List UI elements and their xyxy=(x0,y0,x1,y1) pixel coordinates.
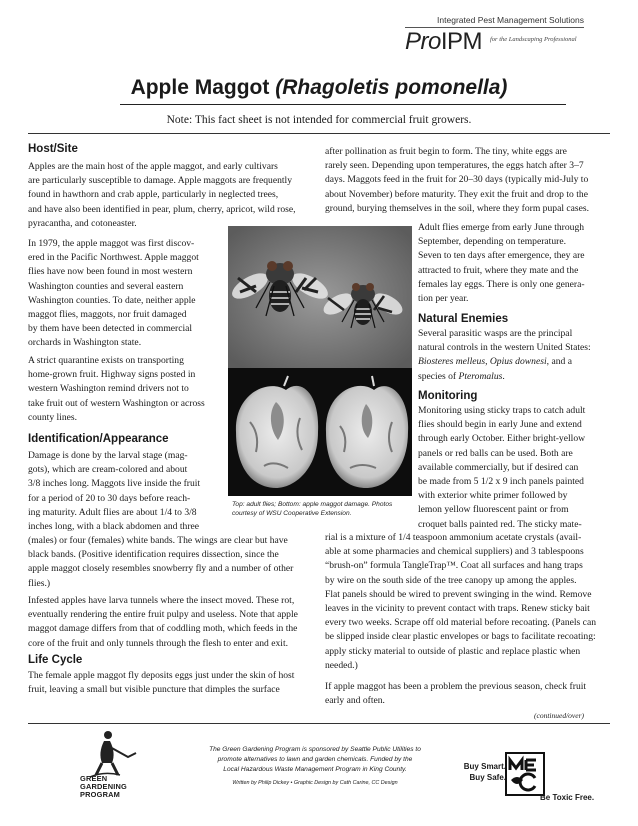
text-line: able at some pharmacies and chemical suppliers) and 3 tablespoons xyxy=(325,546,584,558)
text-line: Infested apples have larva tunnels where the insect moved. These rot, xyxy=(28,595,295,606)
identification-paragraph-1a xyxy=(28,449,233,534)
header-tagline: Integrated Pest Management Solutions xyxy=(437,15,584,25)
text-line: inches long, with a black abdomen and three xyxy=(28,521,200,533)
sponsor-text xyxy=(190,745,440,775)
text-line: through early October. Either bright-yellow xyxy=(418,433,586,445)
host-site-paragraph-3 xyxy=(28,354,233,425)
text-line: needed.) xyxy=(325,659,358,671)
text-line: In 1979, the apple maggot was first discov- xyxy=(28,238,195,249)
text-line: tion per year. xyxy=(418,293,469,305)
text-line: eventually rendering the entire fruit pulpy and useless. Note that apple xyxy=(28,609,298,621)
text-line: fruit, leaving a small but visible puncture that dimples the surface xyxy=(28,684,280,696)
text-line xyxy=(418,355,618,369)
brand-pro: Pro xyxy=(405,28,441,55)
host-site-paragraph-1 xyxy=(28,160,318,231)
text-sep: , and a xyxy=(546,356,572,368)
apple-maggot-photo xyxy=(228,226,412,496)
text-line: Monitoring using sticky traps to catch adult xyxy=(418,405,586,416)
text-line: be made from 5 1/2 x 9 inch panels painted xyxy=(418,476,584,488)
text-line: by them have been detected in commercial xyxy=(28,323,193,335)
logo-line: PROGRAM xyxy=(80,790,120,799)
heading-host-site: Host/Site xyxy=(28,143,78,155)
text-line: orchards in Washington state. xyxy=(28,337,142,349)
text-line: early and often. xyxy=(325,695,385,707)
text-line: black bands. (Positive identification requires dissection, since the xyxy=(28,549,279,561)
text-sep: . xyxy=(502,370,505,382)
text-sep: , xyxy=(485,356,490,368)
sponsor-line: Local Hazardous Waste Management Program in King County. xyxy=(223,766,407,773)
text-line: Flat panels should be wired to prevent swinging in the wind. Remove xyxy=(325,588,592,600)
text-line: for a period of 20 to 30 days before reach- xyxy=(28,492,191,504)
text-line: (males) or four (females) white bands. The wings are clear but have xyxy=(28,535,288,546)
monitoring-paragraph-1b xyxy=(325,531,617,673)
text-line: “brush-on” formula TangleTrap™. Coat all surfaces and hang traps xyxy=(325,560,583,572)
text-line: leaves in the vicinity to prevent contact with traps. Renew sticky bait xyxy=(325,603,590,615)
text-line: lemon yellow fluorescent paint or from xyxy=(418,504,569,516)
buy-smart-tagline xyxy=(458,761,506,783)
photo-caption xyxy=(232,500,412,518)
life-cycle-paragraph-2 xyxy=(418,221,613,306)
heading-natural-enemies: Natural Enemies xyxy=(418,313,509,325)
text-line: attracted to fruit, where they mate and the xyxy=(418,264,579,276)
text-line: flies have now been found in most western xyxy=(28,266,193,278)
text-line: every two weeks. Scrape off old material before recoating. (Panels can xyxy=(325,617,596,629)
life-cycle-paragraph-1 xyxy=(28,669,328,697)
sponsor-line: promote alternatives to lawn and garden chemicals. Funded by the xyxy=(217,756,413,763)
text-line: maggot flies, maggots, nor fruit damaged xyxy=(28,309,187,321)
text-line: natural controls in the western United States: xyxy=(418,342,591,354)
text-line: flies.) xyxy=(28,577,51,589)
text-line: are particularly susceptible to damage. Apple maggots are frequently xyxy=(28,175,292,187)
text-sep: species of xyxy=(418,370,459,382)
text-line: Washington counties and several eastern xyxy=(28,280,184,292)
brand-subtitle: for the Landscaping Professional xyxy=(490,36,577,43)
monitoring-paragraph-2 xyxy=(325,680,617,708)
buy-line: Buy Smart. xyxy=(463,762,506,771)
title-rule xyxy=(120,104,566,105)
footer-rule xyxy=(28,723,610,724)
text-line: If apple maggot has been a problem the previous season, check fruit xyxy=(325,681,587,692)
mec-logo xyxy=(505,752,545,796)
heading-monitoring: Monitoring xyxy=(418,390,478,402)
proipm-logo xyxy=(405,28,482,56)
green-gardening-logo xyxy=(80,727,150,807)
text-line: September, depending on temperature. xyxy=(418,236,567,248)
text-line: about November) before maturity. They exit the fruit and drop to the xyxy=(325,188,588,200)
text-line: maggot damage differs from that of coddling moth, which feeds in the xyxy=(28,623,298,635)
text-line: ground, burying themselves in the soil, where they form pupal cases. xyxy=(325,202,590,214)
text-line: rial is a mixture of 1/4 teaspoon ammonium acetate crystals (avail- xyxy=(325,532,582,543)
text-line: be slipped inside clear plastic envelopes or bags to facilitate recoating: xyxy=(325,631,596,643)
text-line: rarely seen. Depending upon temperatures, the eggs hatch after 3–7 xyxy=(325,160,584,172)
text-line: pyracantha, and cotoneaster. xyxy=(28,217,137,229)
text-line: western Washington remind drivers not to xyxy=(28,383,189,395)
text-line: 3/8 inches long. Maggots live inside the fruit xyxy=(28,478,201,490)
text-line: days. Maggots feed in the fruit for 20–30 days (typically mid-July to xyxy=(325,174,589,186)
text-line: and have also been identified in pear, plum, cherry, apricot, wild rose, xyxy=(28,203,296,215)
note-rule xyxy=(28,133,610,134)
logo-text xyxy=(80,775,127,799)
adult-flies-image xyxy=(228,226,412,368)
text-line: The female apple maggot fly deposits eggs just under the skin of host xyxy=(28,670,295,681)
page-note: Note: This fact sheet is not intended for commercial fruit growers. xyxy=(166,114,472,126)
text-line: flies should begin in early June and extend xyxy=(418,419,582,431)
text-line: after pollination as fruit begin to form. The tiny, white eggs are xyxy=(325,146,567,157)
host-site-paragraph-2 xyxy=(28,237,233,351)
toxic-free-tagline: Be Toxic Free. xyxy=(540,793,595,802)
species-name: Opius downesi xyxy=(489,356,547,368)
species-name: Biosteres melleus xyxy=(418,356,486,368)
buy-line: Buy Safe. xyxy=(469,773,506,782)
credits-text: Written by Philip Dickey • Graphic Design by Cath Carine, CC Design xyxy=(232,780,398,786)
logo-line: GREEN xyxy=(80,774,108,783)
text-line: ing maturity. Adult flies are about 1/4 to 3/8 xyxy=(28,506,197,518)
gardener-icon xyxy=(90,731,136,777)
text-line: Apples are the main host of the apple maggot, and early cultivars xyxy=(28,161,278,172)
text-line: panels or red balls can be used. Both are xyxy=(418,447,573,459)
text-line: apple maggot closely resembles snowberry fly and a number of other xyxy=(28,563,294,575)
text-line xyxy=(418,370,618,384)
continued-note: (continued/over) xyxy=(534,711,584,720)
title-main: Apple Maggot xyxy=(130,76,270,99)
text-line: home-grown fruit. Highway signs posted in xyxy=(28,369,196,381)
apple-damage-image xyxy=(228,368,412,496)
natural-enemies-paragraph xyxy=(418,327,618,384)
text-line: females lay eggs. There is only one genera- xyxy=(418,278,585,290)
logo-line: GARDENING xyxy=(80,782,127,791)
text-line: available commercially, but if desired can xyxy=(418,461,579,473)
text-line: A strict quarantine exists on transporting xyxy=(28,355,184,366)
text-line: apply sticky material to outside of plastic and replace plastic when xyxy=(325,645,581,657)
brand-ipm: IPM xyxy=(440,28,483,55)
caption-line: courtesy of WSU Cooperative Extension. xyxy=(232,510,352,517)
title-latin: (Rhagoletis pomonella) xyxy=(275,76,508,99)
identification-paragraph-2 xyxy=(28,594,328,651)
text-line: by wire on the south side of the tree canopy up among the apples. xyxy=(325,574,577,586)
text-line: Seven to ten days after emergence, they are xyxy=(418,250,585,262)
text-line: Damage is done by the larval stage (mag- xyxy=(28,450,188,461)
text-line: ered in the Pacific Northwest. Apple maggot xyxy=(28,252,199,264)
identification-paragraph-1b xyxy=(28,534,328,591)
monitoring-paragraph-1a xyxy=(418,404,618,532)
text-line: found in hawthorn and crab apple, particularly in neglected trees, xyxy=(28,189,279,201)
text-line: croquet balls painted red. The sticky mate- xyxy=(418,518,582,530)
text-line: gots), which are cream-colored and about xyxy=(28,464,188,476)
text-line: take fruit out of western Washington or across xyxy=(28,397,205,409)
text-line: Washington counties. To date, neither apple xyxy=(28,294,196,306)
species-name: Pteromalus xyxy=(458,370,503,382)
text-line: core of the fruit and only tunnels through the flesh to enter and exit. xyxy=(28,637,289,649)
page-title xyxy=(0,76,638,100)
life-cycle-paragraph-1-continued xyxy=(325,145,615,216)
caption-line: Top: adult flies; Bottom: apple maggot damage. Photos xyxy=(232,501,393,508)
text-line: with exterior white primer followed by xyxy=(418,490,568,502)
text-line: Adult flies emerge from early June through xyxy=(418,222,585,233)
text-line: Several parasitic wasps are the principal xyxy=(418,328,573,339)
heading-identification: Identification/Appearance xyxy=(28,433,169,445)
sponsor-line: The Green Gardening Program is sponsored by Seattle Public Utilities to xyxy=(209,746,421,753)
heading-life-cycle: Life Cycle xyxy=(28,654,83,666)
text-line: county lines. xyxy=(28,411,78,423)
